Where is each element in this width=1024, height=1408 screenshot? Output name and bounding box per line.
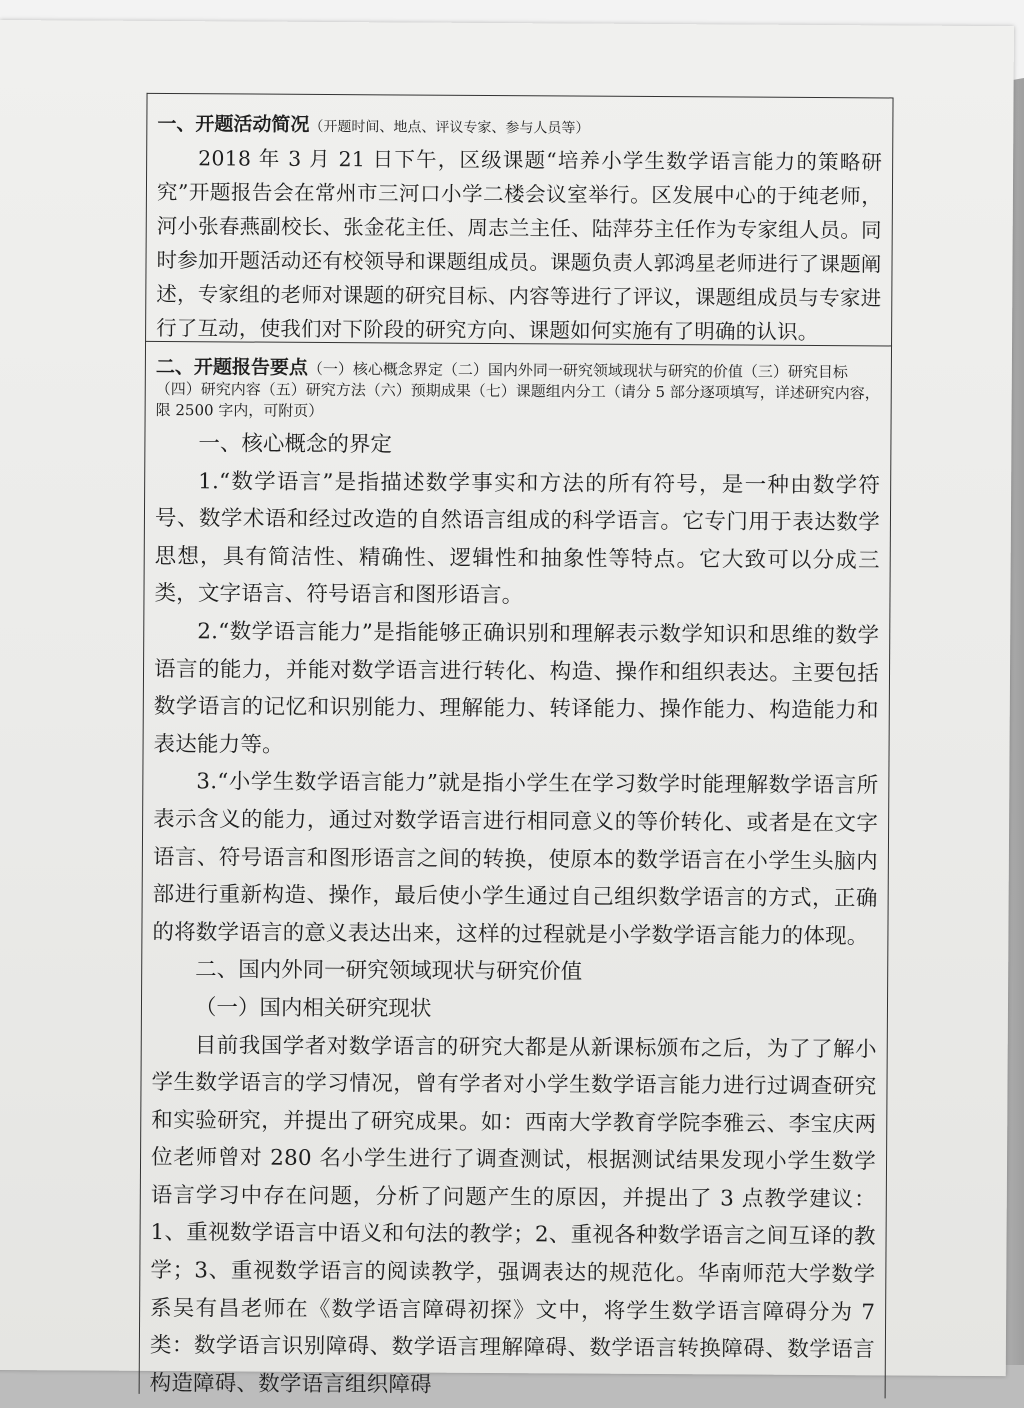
paragraph-math-language: 1.“数学语言”是指描述数学事实和方法的所有符号，是一种由数学符号、数学术语和经过改造的自然语言组成的科学语言。它专门用于表达数学思想，具有简洁性、精确性、逻辑性和抽象性等特点。它大致可以分成三类，文字语言、符号语言和图形语言。 [154, 468, 881, 609]
heading-research-status: 二、国内外同一研究领域现状与研究价值 [195, 957, 583, 985]
paragraph-pupil-math-language-ability: 3.“小学生数学语言能力”就是指小学生在学习数学时能理解数学语言所表示含义的能力，通过对数学语言进行相同意义的等价转化、或者是在文字语言、符号语言和图形语言之间的转换，使原本的数学语言在小学生头脑内部进行重新构造、操作，最后使小学生通过自己组织数学语言的方式，正确的将数学语言的意义表达出来，这样的过程就是小学数学语言能力的体现。 [152, 769, 879, 950]
section-2-body [150, 425, 881, 1407]
document-page [0, 20, 1014, 1398]
section-2-heading [156, 357, 881, 425]
section-report [150, 357, 881, 1407]
section-1-note: （开题时间、地点、评议专家、参与人员等） [309, 118, 590, 137]
section-activity [156, 109, 882, 349]
heading-core-concepts: 一、核心概念的界定 [198, 431, 393, 458]
paragraph-domestic-research: 目前我国学者对数学语言的研究大都是从新课标颁布之后，为了了解小学生数学语言的学习情况，曾有学者对小学生数学语言能力进行过调查研究和实验研究，并提出了研究成果。如：西南大学教育学院李雅云、李宝庆两位老师曾对 280 名小学生进行了调查测试，根据测试结果发现小学生数学语言学习中存在问题，分析了问题产生的原因，并提出了 3 点教学建议：1、重视数学语言中语义和句法的教学；2、重视各种数学语言之间互译的教学；3、重视数学语言的阅读教学，强调表达的规范化。华南师范大学数学系吴有昌老师在《数学语言障碍初探》文中，将学生数学语言障碍分为 7 类：数学语言识别障碍、数学语言理解障碍、数学语言转换障碍、数学语言构造障碍、数学语言组织障碍 [149, 1032, 877, 1398]
section-1-paragraph: 2018 年 3 月 21 日下午，区级课题“培养小学生数学语言能力的策略研究”开题报告会在常州市三河口小学二楼会议室举行。区发展中心的于纯老师，河小张春燕副校长、张金花主任、周志兰主任、陆萍芬主任作为专家组人员。同时参加开题活动还有校领导和课题组成员。课题负责人郭鸿星老师进行了课题阐述，专家组的老师对课题的研究目标、内容等进行了评议，课题组成员与专家进行了互动，使我们对下阶段的研究方向、课题如何实施有了明确的认识。 [156, 146, 883, 345]
section-1-heading [157, 109, 882, 145]
heading-domestic-research: （一）国内相关研究现状 [194, 995, 432, 1022]
section-1-title: 一、开题活动简况 [157, 112, 310, 136]
section-2-note: （一）核心概念界定（二）国内外同一研究领域现状与研究的价值（三）研究目标（四）研究内容（五）研究方法（六）预期成果（七）课题组内分工（请分 5 部分逐项填写，详述研究内容，限 2500 字内，可附页） [155, 359, 880, 420]
paragraph-math-language-ability: 2.“数学语言能力”是指能够正确识别和理解表示数学知识和思维的数学语言的能力，并能对数学语言进行转化、构造、操作和组织表达。主要包括数学语言的记忆和识别能力、理解能力、转译能力、操作能力、构造能力和表达能力等。 [153, 619, 880, 758]
section-2-title: 二、开题报告要点 [155, 355, 308, 379]
